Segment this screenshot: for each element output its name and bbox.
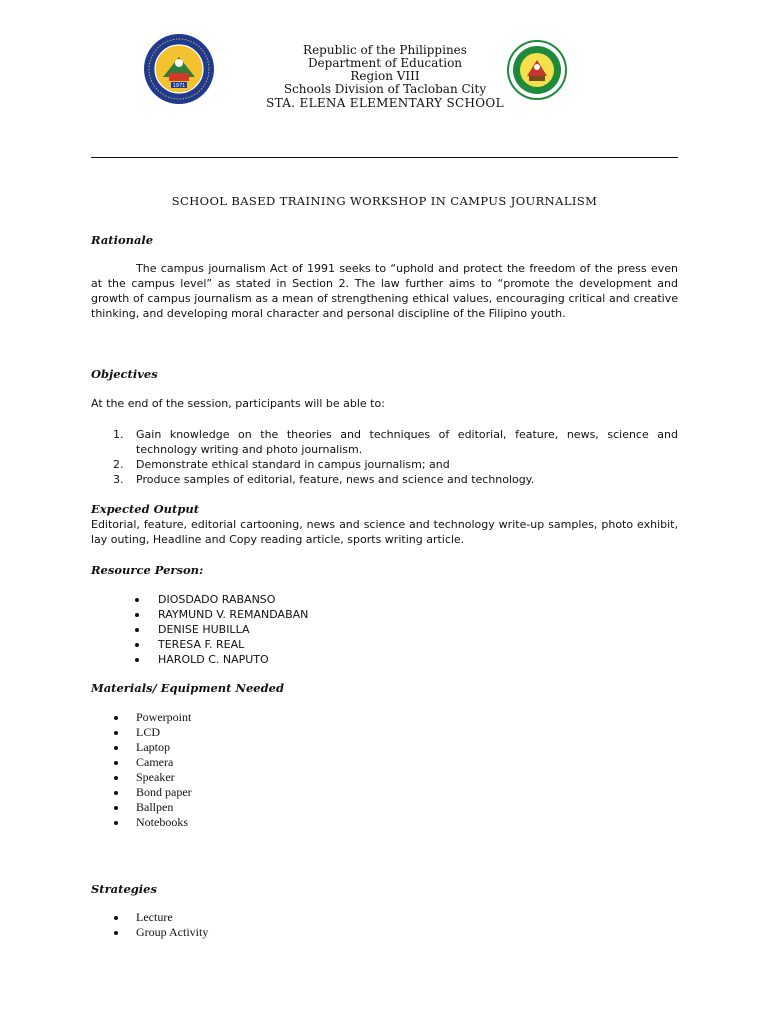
bullet-icon [135, 598, 139, 602]
list-item [113, 800, 192, 815]
bullet-icon [114, 931, 118, 935]
letterhead-line-department: Department of Education [307, 56, 463, 70]
material-item: Powerpoint [136, 710, 192, 724]
list-item [113, 710, 192, 725]
bullet-icon [114, 716, 118, 720]
rationale-paragraph: The campus journalism Act of 1991 seeks to “uphold and protect the freedom of the press even at the campus level” as stated in Section 2. The law further aims to “promote the development and growth of campus journalism as a mean of strengthening ethical values, encouraging critical and creative thinking, and developing moral character and personal discipline of the Filipino youth. [91, 262, 678, 320]
list-item [113, 725, 192, 740]
bullet-icon [135, 628, 139, 632]
list-item [135, 652, 308, 667]
bullet-icon [114, 761, 118, 765]
material-item: Laptop [136, 740, 170, 754]
bullet-icon [114, 806, 118, 810]
material-item: Speaker [136, 770, 175, 784]
bullet-icon [114, 731, 118, 735]
objectives-intro: At the end of the session, participants will be able to: [91, 397, 385, 410]
letterhead-line-republic: Republic of the Philippines [303, 43, 467, 57]
list-item [113, 427, 678, 457]
list-item [113, 770, 192, 785]
bullet-icon [135, 613, 139, 617]
list-item [113, 755, 192, 770]
expected-output-heading: Expected Output [91, 502, 200, 516]
list-item [113, 925, 208, 940]
list-item [113, 740, 192, 755]
strategies-heading: Strategies [91, 882, 157, 896]
resource-person-name: RAYMUND V. REMANDABAN [158, 608, 309, 621]
header-divider [91, 157, 678, 158]
svg-text:1971: 1971 [172, 83, 186, 89]
bullet-icon [135, 658, 139, 662]
material-item: Bond paper [136, 785, 192, 799]
letterhead-line-division: Schools Division of Tacloban City [283, 82, 487, 96]
list-item [135, 637, 308, 652]
bullet-icon [114, 791, 118, 795]
list-number: 1. [113, 428, 124, 441]
bullet-icon [114, 746, 118, 750]
bullet-icon [114, 821, 118, 825]
letterhead-line-region: Region VIII [350, 69, 420, 83]
list-item [135, 592, 308, 607]
expected-output-paragraph: Editorial, feature, editorial cartooning, news and science and technology write-up samples, photo exhibit, lay outing, Headline and Copy reading article, sports writing article. [91, 518, 678, 546]
resource-person-name: HAROLD C. NAPUTO [158, 653, 269, 666]
material-item: Camera [136, 755, 174, 769]
materials-list [113, 710, 192, 830]
list-item [135, 622, 308, 637]
list-text: Produce samples of editorial, feature, news and science and technology. [136, 473, 535, 486]
document-title: SCHOOL BASED TRAINING WORKSHOP IN CAMPUS JOURNALISM [171, 194, 598, 208]
objectives-list [113, 427, 678, 487]
letterhead-line-school: STA. ELENA ELEMENTARY SCHOOL [266, 96, 504, 110]
bullet-icon [114, 776, 118, 780]
list-number: 3. [113, 473, 124, 486]
strategy-item: Lecture [136, 910, 173, 924]
resource-person-heading: Resource Person: [91, 563, 204, 577]
list-text: Demonstrate ethical standard in campus journalism; and [136, 458, 450, 471]
strategies-list [113, 910, 208, 940]
material-item: Ballpen [136, 800, 174, 814]
materials-heading: Materials/ Equipment Needed [91, 681, 285, 695]
list-item [113, 785, 192, 800]
list-number: 2. [113, 458, 124, 471]
material-item: Notebooks [136, 815, 188, 829]
resource-person-name: DENISE HUBILLA [158, 623, 250, 636]
rationale-heading: Rationale [91, 233, 154, 247]
strategy-item: Group Activity [136, 925, 209, 939]
list-item [113, 472, 678, 487]
objectives-heading: Objectives [91, 367, 158, 381]
list-text: Gain knowledge on the theories and techniques of editorial, feature, news, science and technology writing and photo journalism. [136, 428, 678, 456]
resource-person-name: DIOSDADO RABANSO [158, 593, 276, 606]
list-item [135, 607, 308, 622]
bullet-icon [114, 916, 118, 920]
resource-person-name: TERESA F. REAL [158, 638, 245, 651]
list-item [113, 910, 208, 925]
letterhead [200, 44, 570, 110]
bullet-icon [135, 643, 139, 647]
list-item [113, 815, 192, 830]
list-item [113, 457, 678, 472]
material-item: LCD [136, 725, 160, 739]
resource-person-list [135, 592, 308, 667]
